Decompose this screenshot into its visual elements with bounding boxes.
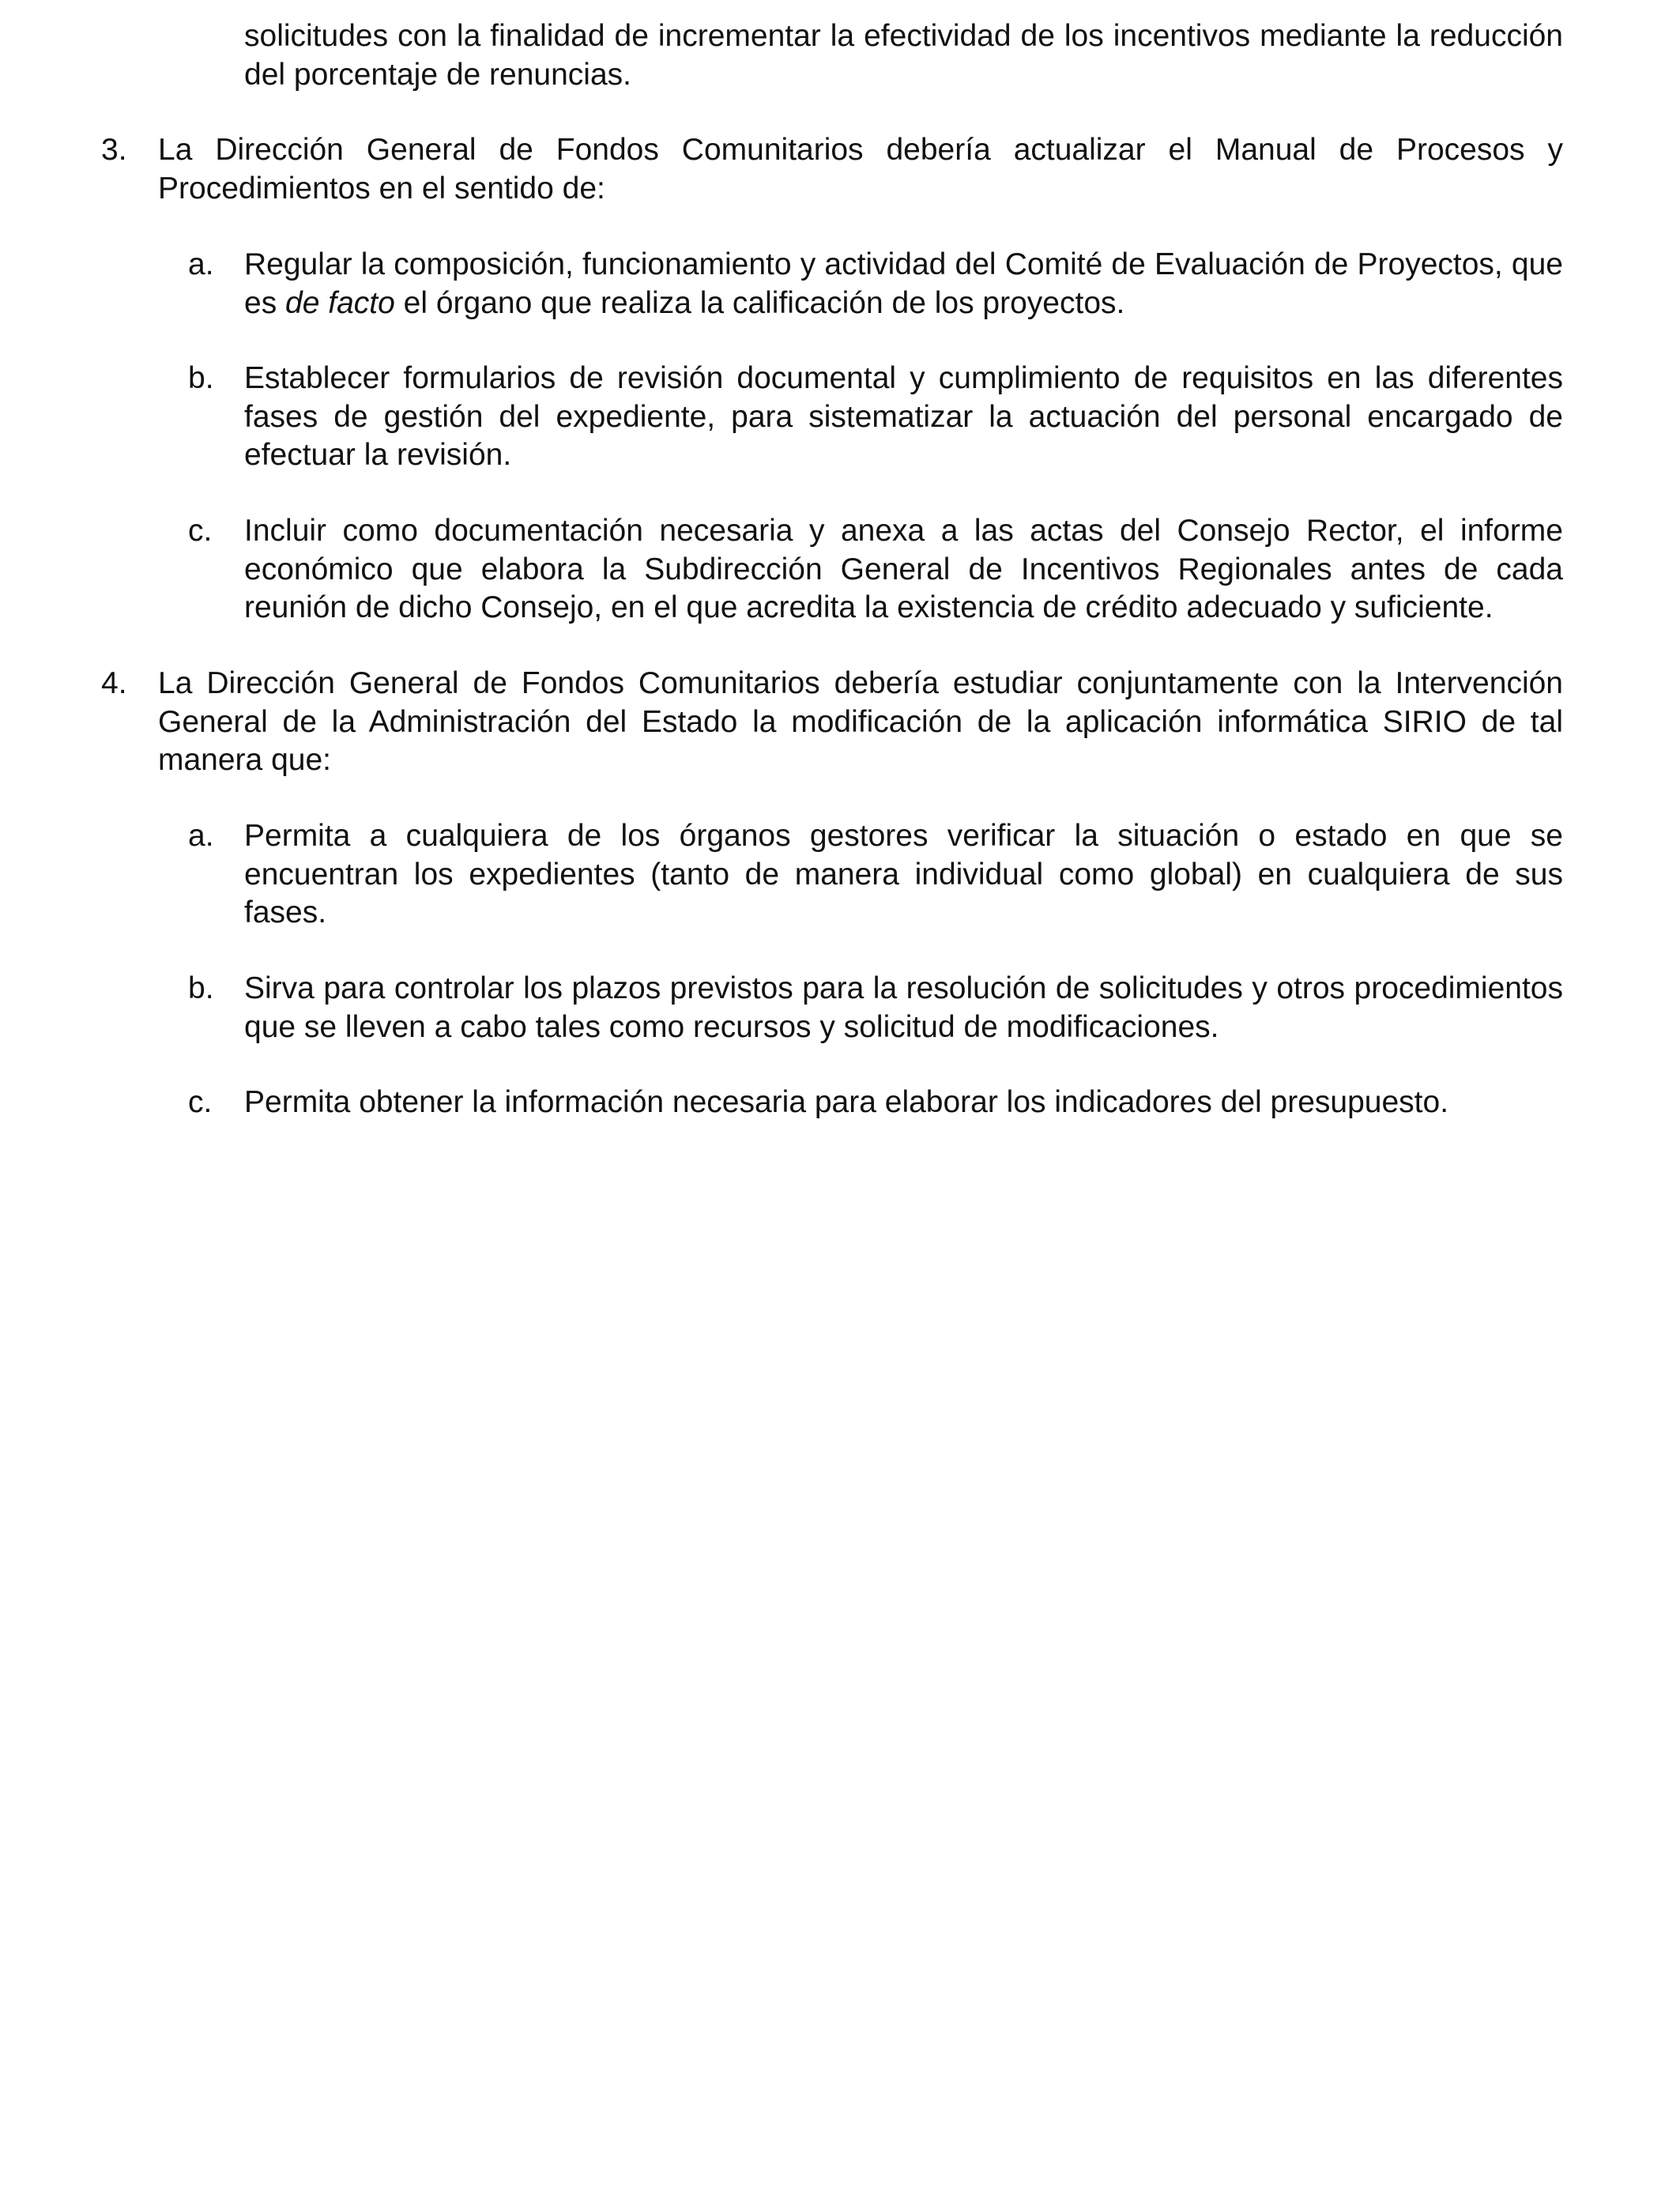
item-3c-text: Incluir como documentación necesaria y anexa a las actas del Consejo Rector, el informe económico que elabora la Subdirección General de Incentivos Regionales antes de cada reunión de dicho Consejo, en el que acredita la existencia de crédito adecuado y suficiente.	[244, 514, 1563, 624]
item-3a-text-before: Regular la composición, funcionamiento y actividad del Comité de Evaluación de Proyectos, que es	[244, 247, 1563, 320]
item-4a-paragraph	[244, 817, 1563, 933]
item-4b-text: Sirva para controlar los plazos previstos para la resolución de solicitudes y otros procedimientos que se lleven a cabo tales como recursos y solicitud de modificaciones.	[244, 971, 1563, 1044]
continuation-paragraph	[244, 17, 1563, 94]
item-4-text: La Dirección General de Fondos Comunitarios debería estudiar conjuntamente con la Intervención General de la Administración del Estado la modificación de la aplicación informática SIRIO de tal manera que:	[158, 666, 1563, 777]
item-3c-marker: c.	[188, 514, 213, 548]
item-3a-paragraph	[244, 246, 1563, 322]
item-4b-paragraph	[244, 970, 1563, 1046]
item-4-paragraph	[158, 665, 1563, 780]
item-4a-text: Permita a cualquiera de los órganos gestores verificar la situación o estado en que se encuentran los expedientes (tanto de manera individual como global) en cualquiera de sus fases.	[244, 819, 1563, 929]
continuation-text: solicitudes con la finalidad de incrementar la efectividad de los incentivos mediante la reducción del porcentaje de renuncias.	[244, 19, 1563, 92]
item-3a-text-after: el órgano que realiza la calificación de los proyectos.	[394, 285, 1125, 320]
item-3-marker: 3.	[101, 133, 127, 167]
item-4a-marker: a.	[188, 819, 214, 853]
item-3-text: La Dirección General de Fondos Comunitarios debería actualizar el Manual de Procesos y Procedimientos en el sentido de:	[158, 133, 1563, 205]
item-4c-paragraph	[244, 1084, 1563, 1122]
item-3b-marker: b.	[188, 361, 214, 395]
item-4-marker: 4.	[101, 666, 127, 700]
item-3a-text-italic: de facto	[285, 285, 395, 320]
item-3b-text: Establecer formularios de revisión documental y cumplimiento de requisitos en las diferentes fases de gestión del expediente, para sistematizar la actuación del personal encargado de efectuar la revisión.	[244, 361, 1563, 472]
item-3b-paragraph	[244, 360, 1563, 475]
item-3a-marker: a.	[188, 247, 214, 281]
item-4b-marker: b.	[188, 971, 214, 1005]
item-4c-text: Permita obtener la información necesaria para elaborar los indicadores del presupuesto.	[244, 1085, 1449, 1119]
item-4c-marker: c.	[188, 1085, 213, 1119]
item-3c-paragraph	[244, 512, 1563, 628]
item-3-paragraph	[158, 131, 1563, 208]
